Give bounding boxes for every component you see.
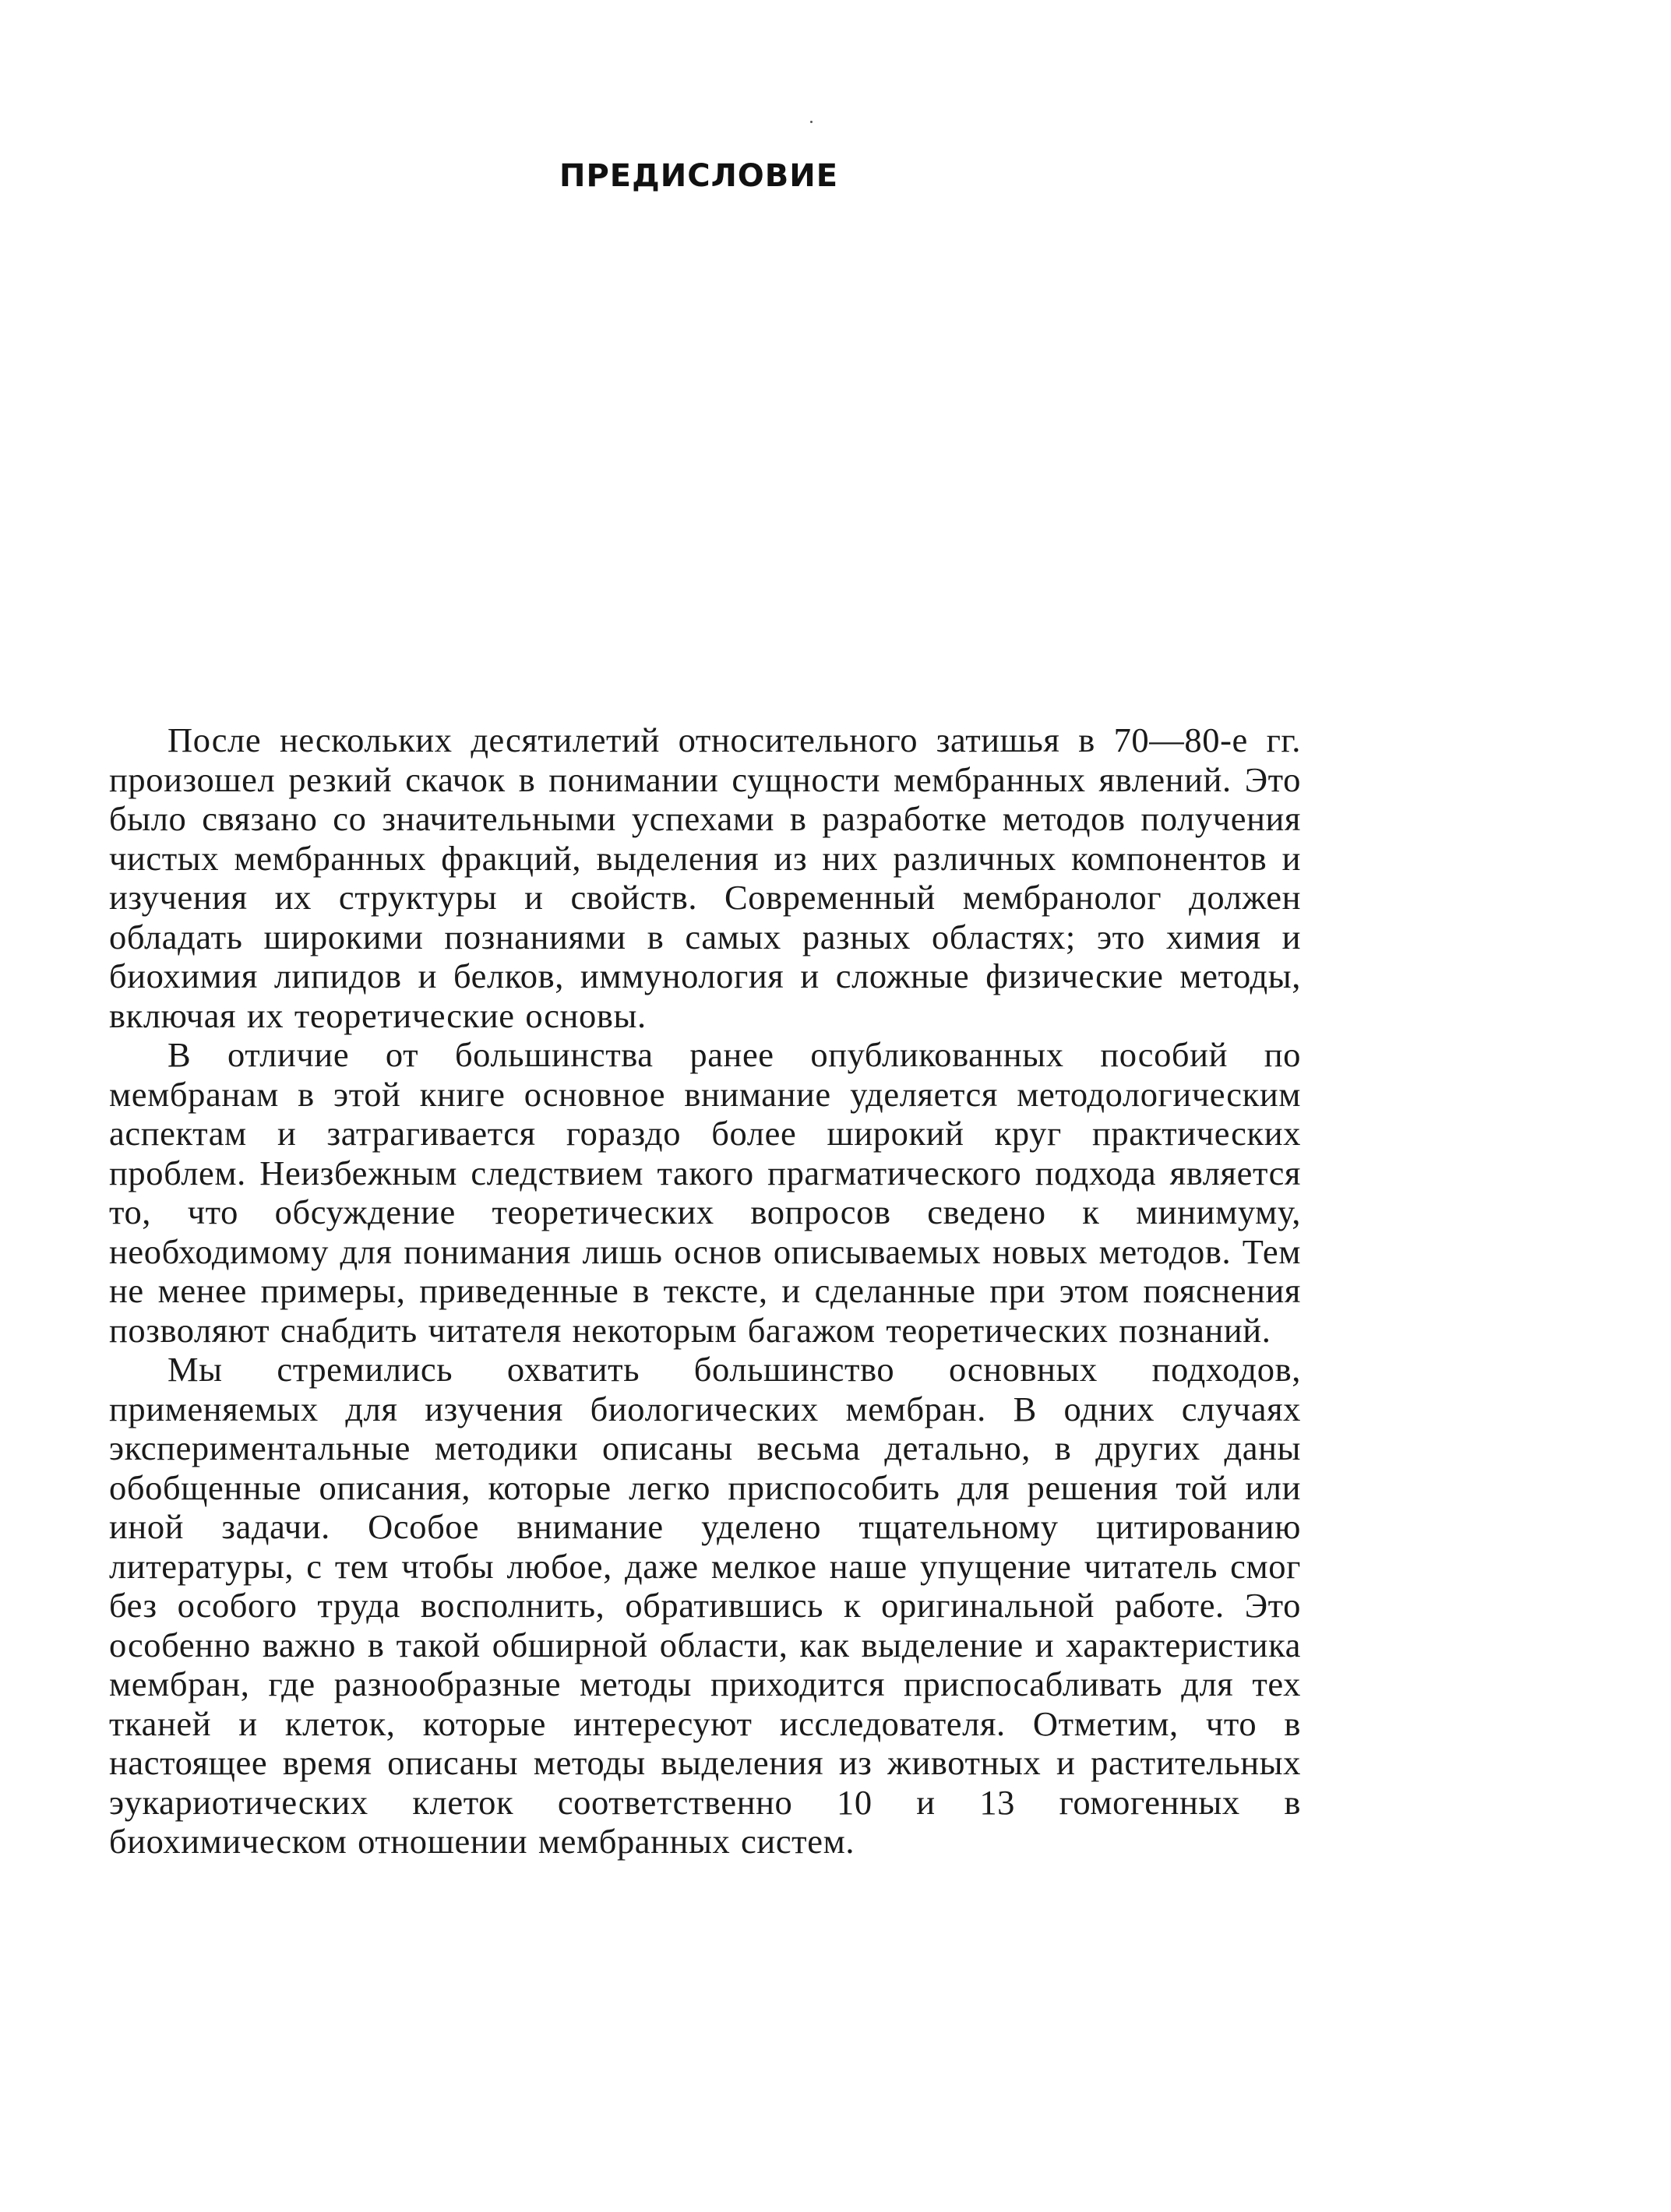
body-text [109,720,1301,1862]
paragraph-2: В отличие от большинства ранее опубликованных пособий по мембранам в этой книге основное внимание уделяется методологическим аспектам и затрагивается гораздо более широкий круг практических проблем. Неизбежным следствием такого прагматического подхода является то, что обсуждение теоретических вопросов сведено к минимуму, необходимому для понимания лишь основ описываемых новых методов. Тем не менее примеры, приведенные в тексте, и сделанные при этом пояснения позволяют снабдить читателя некоторым багажом теоретических познаний. [109,1035,1301,1350]
scan-speck [810,121,813,123]
paragraph-1: После нескольких десятилетий относительного затишья в 70—80-е гг. произошел резкий скачок в понимании сущности мембранных явлений. Это было связано со значительными успехами в разработке методов получения чистых мембранных фракций, выделения из них различных компонентов и изучения их структуры и свойств. Современный мембранолог должен обладать широкими познаниями в самых разных областях; это химия и биохимия липидов и белков, иммунология и сложные физические методы, включая их теоретические основы. [109,720,1301,1035]
paragraph-3: Мы стремились охватить большинство основных подходов, применяемых для изучения биологических мембран. В одних случаях экспериментальные методики описаны весьма детально, в других даны обобщенные описания, которые легко приспособить для решения той или иной задачи. Особое внимание уделено тщательному цитированию литературы, с тем чтобы любое, даже мелкое наше упущение читатель смог без особого труда восполнить, обратившись к оригинальной работе. Это особенно важно в такой обширной области, как выделение и характеристика мембран, где разнообразные методы приходится приспосабливать для тех тканей и клеток, которые интересуют исследователя. Отметим, что в настоящее время описаны методы выделения из животных и растительных эукариотических клеток соответственно 10 и 13 гомогенных в биохимическом отношении мембранных систем. [109,1350,1301,1861]
page-title: ПРЕДИСЛОВИЕ [559,158,839,194]
